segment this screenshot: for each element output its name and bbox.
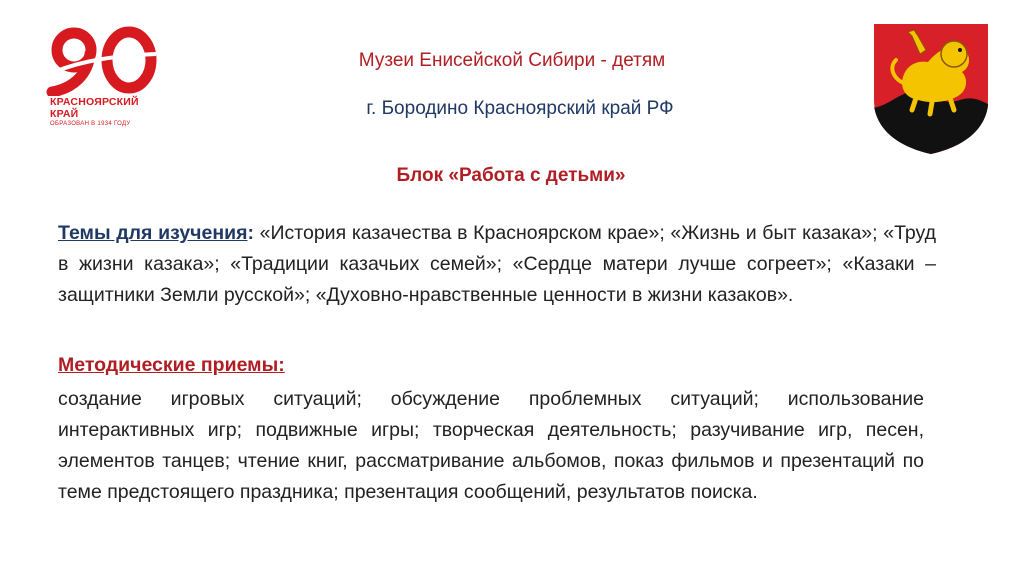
topics-paragraph	[58, 218, 936, 311]
block-title: Блок «Работа с детьми»	[396, 165, 626, 186]
logo-region-line2: КРАЙ	[50, 108, 79, 120]
logo-founded-line: ОБРАЗОВАН В 1934 ГОДУ	[50, 121, 131, 127]
topics-text: «История казачества в Красноярском крае»; «Жизнь и быт казака»; «Труд в жизни казака»; «Традиции казачьих семей»; «Сердце матери лучше согреет»; «Казаки – защитники Земли русской»; «Духовно-нравственные ценности в жизни казаков».	[58, 222, 937, 306]
header-title: Музеи Енисейской Сибири - детям	[358, 50, 666, 71]
methods-heading	[58, 354, 285, 377]
header-subtitle: г. Бородино Красноярский край РФ	[366, 98, 674, 119]
topics-colon: :	[247, 222, 254, 244]
methods-text: создание игровых ситуаций; обсуждение проблемных ситуаций; использование интерактивных игр; подвижные игры; творческая деятельность; разучивание игр, песен, элементов танцев; чтение книг, рассматривание альбомов, показ фильмов и презентаций по теме предстоящего праздника; презентация сообщений, результатов поиска.	[58, 388, 924, 503]
topics-label: Темы для изучения	[58, 222, 248, 244]
coat-of-arms-lion-icon	[872, 20, 990, 156]
methods-colon: :	[278, 354, 285, 376]
methods-label: Методические приемы	[58, 354, 279, 376]
logo-region-line1: КРАСНОЯРСКИЙ	[50, 96, 139, 108]
